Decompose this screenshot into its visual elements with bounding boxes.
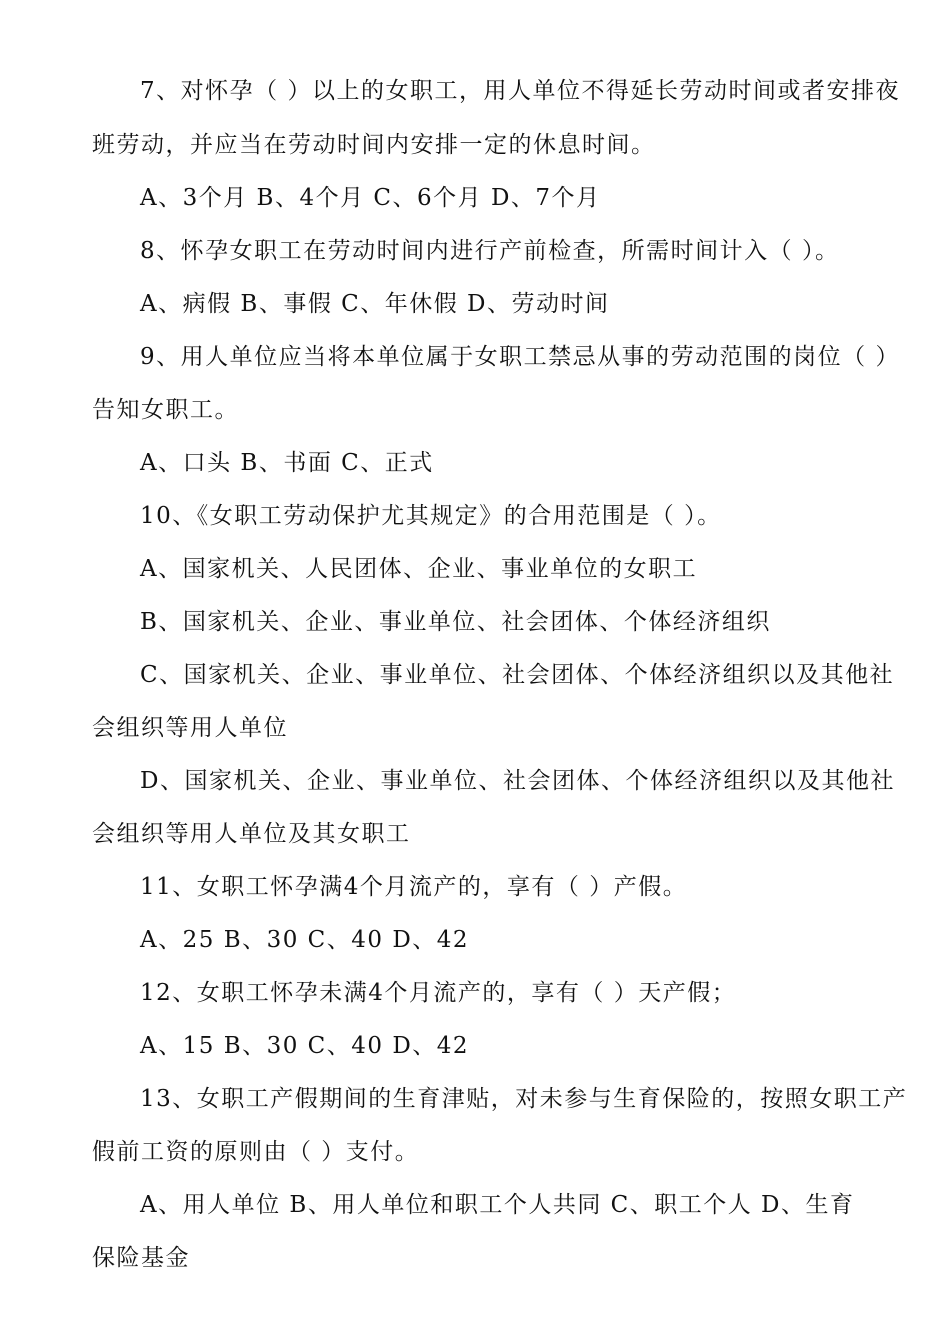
q10-option-a: A、国家机关、人民团体、企业、事业单位的女职工 xyxy=(140,556,698,582)
q10-option-d-1: D、国家机关、企业、事业单位、社会团体、个体经济组织以及其他社 xyxy=(140,768,895,794)
q8-options: A、病假 B、事假 C、年休假 D、劳动时间 xyxy=(140,291,610,317)
q8-question: 8、怀孕女职工在劳动时间内进行产前检查，所需时间计入（ ）。 xyxy=(140,238,840,264)
q9-options: A、口头 B、书面 C、正式 xyxy=(140,450,434,476)
q10-option-c-1: C、国家机关、企业、事业单位、社会团体、个体经济组织以及其他社 xyxy=(140,662,895,688)
q9-line2: 告知女职工。 xyxy=(92,397,239,423)
q11-options: A、25 B、30 C、40 D、42 xyxy=(140,927,470,953)
q10-option-c-2: 会组织等用人单位 xyxy=(92,715,288,741)
q13-line2: 假前工资的原则由（ ）支付。 xyxy=(92,1139,420,1165)
q12-question: 12、女职工怀孕未满4个月流产的，享有（ ）天产假； xyxy=(140,980,737,1006)
q7-options: A、3个月 B、4个月 C、6个月 D、7个月 xyxy=(140,185,601,211)
q7-line2: 班劳动，并应当在劳动时间内安排一定的休息时间。 xyxy=(92,132,656,158)
q12-options: A、15 B、30 C、40 D、42 xyxy=(140,1033,470,1059)
q10-option-d-2: 会组织等用人单位及其女职工 xyxy=(92,821,411,847)
q10-option-b: B、国家机关、企业、事业单位、社会团体、个体经济组织 xyxy=(140,609,771,635)
q10-question: 10、《女职工劳动保护尤其规定》的合用范围是（ ）。 xyxy=(140,503,722,529)
q9-line1: 9、用人单位应当将本单位属于女职工禁忌从事的劳动范围的岗位（ ） xyxy=(140,344,900,370)
q11-question: 11、女职工怀孕满4个月流产的，享有（ ）产假。 xyxy=(140,874,688,900)
q13-options-1: A、用人单位 B、用人单位和职工个人共同 C、职工个人 D、生育 xyxy=(140,1192,855,1218)
q13-line1: 13、女职工产假期间的生育津贴，对未参与生育保险的，按照女职工产 xyxy=(140,1086,908,1112)
q7-line1: 7、对怀孕（ ）以上的女职工，用人单位不得延长劳动时间或者安排夜 xyxy=(140,78,900,104)
q13-options-2: 保险基金 xyxy=(92,1245,190,1271)
